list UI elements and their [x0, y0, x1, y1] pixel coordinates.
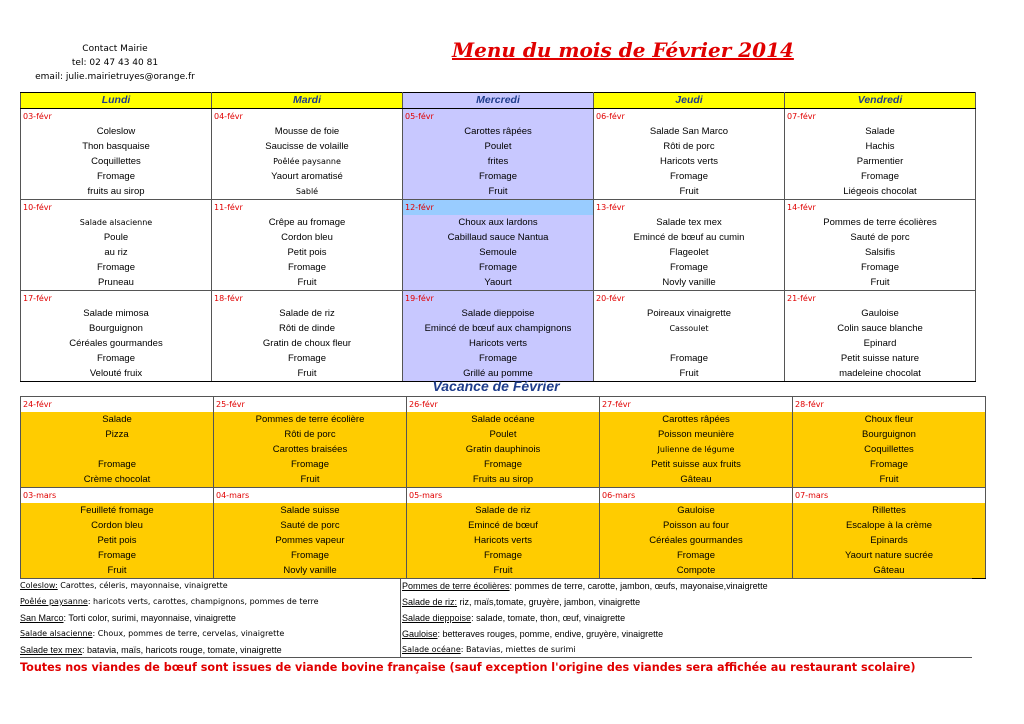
menu-table-vacance	[20, 396, 986, 579]
date-row	[21, 291, 976, 307]
day-header-0: Lundi	[21, 93, 212, 109]
menu-item-cell: Pommes de terre écolière	[214, 412, 407, 427]
menu-item-cell: Gauloise	[785, 306, 976, 321]
menu-item-cell: Fromage	[407, 548, 600, 563]
menu-item-cell: Fruit	[212, 366, 403, 382]
legend-right	[402, 578, 972, 658]
menu-item-cell: Salade	[21, 412, 214, 427]
legend-text: : betteraves rouges, pomme, endive, gruyère, vinaigrette	[437, 629, 664, 639]
menu-item-cell	[21, 442, 214, 457]
legend-left	[20, 578, 401, 658]
menu-item-cell: Bourguignon	[21, 321, 212, 336]
menu-item-cell: Salade de riz	[407, 503, 600, 518]
menu-item-cell: Pommes vapeur	[214, 533, 407, 548]
menu-item-cell: Flageolet	[594, 245, 785, 260]
legend-entry	[20, 626, 400, 642]
menu-item-cell: Céréales gourmandes	[600, 533, 793, 548]
menu-item-cell: Velouté fruix	[21, 366, 212, 382]
menu-item-cell: Cordon bleu	[21, 518, 214, 533]
menu-table-february	[20, 92, 976, 382]
day-header-1: Mardi	[212, 93, 403, 109]
menu-item-cell: Cabillaud sauce Nantua	[403, 230, 594, 245]
legend-text: : Choux, pommes de terre, cervelas, vinaigrette	[92, 629, 285, 638]
page-title: Menu du mois de Février 2014	[452, 38, 794, 62]
menu-item-cell: Cordon bleu	[212, 230, 403, 245]
date-cell: 17-févr	[21, 291, 212, 307]
date-cell: 05-mars	[407, 488, 600, 504]
menu-row	[21, 321, 976, 336]
menu-item-cell: Salade tex mex	[594, 215, 785, 230]
menu-item-cell: Fromage	[594, 260, 785, 275]
legend-text: riz, maïs,tomate, gruyère, jambon, vinaigrette	[457, 597, 641, 607]
menu-item-cell: Pizza	[21, 427, 214, 442]
menu-row	[21, 215, 976, 230]
legend-key: Pommes de terre écolières	[402, 581, 510, 591]
menu-item-cell: Cassoulet	[594, 321, 785, 336]
menu-item-cell: Hachis	[785, 139, 976, 154]
menu-item-cell: Petit suisse nature	[785, 351, 976, 366]
menu-item-cell: Fromage	[600, 548, 793, 563]
menu-item-cell: Parmentier	[785, 154, 976, 169]
menu-row	[21, 427, 986, 442]
menu-item-cell: Grillé au pomme	[403, 366, 594, 382]
date-row	[21, 488, 986, 504]
menu-item-cell: Gratin dauphinois	[407, 442, 600, 457]
menu-item-cell: Fromage	[594, 351, 785, 366]
menu-item-cell: Fromage	[214, 548, 407, 563]
menu-item-cell: Saucisse de volaille	[212, 139, 403, 154]
menu-item-cell: Gâteau	[600, 472, 793, 488]
menu-item-cell: Pommes de terre écolières	[785, 215, 976, 230]
menu-row	[21, 169, 976, 184]
menu-item-cell: Colin sauce blanche	[785, 321, 976, 336]
menu-item-cell: Poule	[21, 230, 212, 245]
menu-item-cell: Fruit	[403, 184, 594, 200]
menu-item-cell: Emincé de bœuf aux champignons	[403, 321, 594, 336]
date-cell: 06-mars	[600, 488, 793, 504]
menu-item-cell: Pruneau	[21, 275, 212, 291]
menu-item-cell: Fromage	[21, 351, 212, 366]
menu-item-cell: Fromage	[407, 457, 600, 472]
menu-item-cell: Fromage	[21, 457, 214, 472]
menu-item-cell: Salade suisse	[214, 503, 407, 518]
menu-row	[21, 275, 976, 291]
legend-entry	[402, 594, 972, 610]
day-header-4: Vendredi	[785, 93, 976, 109]
menu-item-cell: Salade océane	[407, 412, 600, 427]
legend-key: Coleslow:	[20, 581, 58, 590]
vacance-title: Vacance de Février	[432, 378, 560, 394]
menu-item-cell: Crêpe au fromage	[212, 215, 403, 230]
menu-item-cell: Salade	[785, 124, 976, 139]
menu-item-cell: Liégeois chocolat	[785, 184, 976, 200]
legend-key: Poêlée paysanne	[20, 597, 88, 606]
menu-item-cell: Haricots verts	[403, 336, 594, 351]
date-cell: 18-févr	[212, 291, 403, 307]
legend-key: Salade de riz:	[402, 597, 458, 607]
legend-key: Salade tex mex	[20, 645, 83, 655]
menu-item-cell: Poêlée paysanne	[212, 154, 403, 169]
date-cell: 13-févr	[594, 200, 785, 216]
menu-item-cell: Rôti de porc	[214, 427, 407, 442]
date-cell: 10-févr	[21, 200, 212, 216]
menu-item-cell: fruits au sirop	[21, 184, 212, 200]
menu-item-cell: Coquillettes	[21, 154, 212, 169]
menu-row	[21, 351, 976, 366]
date-cell: 11-févr	[212, 200, 403, 216]
legend-text: : pommes de terre, carotte, jambon, œufs, mayonaise,vinaigrette	[509, 581, 768, 591]
menu-item-cell: Gratin de choux fleur	[212, 336, 403, 351]
date-cell: 21-févr	[785, 291, 976, 307]
menu-item-cell: Salsifis	[785, 245, 976, 260]
menu-item-cell: Fruit	[214, 472, 407, 488]
menu-item-cell: Sablé	[212, 184, 403, 200]
menu-row	[21, 548, 986, 563]
menu-item-cell: Compote	[600, 563, 793, 579]
menu-item-cell: Rôti de porc	[594, 139, 785, 154]
menu-item-cell: Poisson meunière	[600, 427, 793, 442]
menu-item-cell: Fromage	[21, 169, 212, 184]
menu-item-cell: au riz	[21, 245, 212, 260]
menu-item-cell: Poisson au four	[600, 518, 793, 533]
menu-row	[21, 563, 986, 579]
legend-entry	[20, 610, 400, 626]
menu-row	[21, 139, 976, 154]
menu-item-cell: Salade dieppoise	[403, 306, 594, 321]
menu-row	[21, 503, 986, 518]
legend-entry	[402, 578, 972, 594]
menu-item-cell: Fromage	[214, 457, 407, 472]
menu-row	[21, 442, 986, 457]
menu-item-cell: Carottes râpées	[600, 412, 793, 427]
menu-item-cell: Coleslow	[21, 124, 212, 139]
date-cell: 04-mars	[214, 488, 407, 504]
menu-item-cell: Poireaux vinaigrette	[594, 306, 785, 321]
menu-item-cell: Gauloise	[600, 503, 793, 518]
date-cell: 26-févr	[407, 397, 600, 413]
date-cell: 25-févr	[214, 397, 407, 413]
legend-entry	[402, 642, 972, 658]
legend-key: Gauloise	[402, 629, 438, 639]
footer-note: Toutes nos viandes de bœuf sont issues de viande bovine française (sauf exception l'origine des viandes sera affichée au restaurant scolaire)	[20, 661, 916, 674]
menu-item-cell: Fruit	[21, 563, 214, 579]
legend-entry	[20, 642, 400, 658]
menu-item-cell: Fromage	[403, 351, 594, 366]
legend-entry	[402, 626, 972, 642]
legend-entry	[20, 594, 400, 610]
menu-item-cell: Petit suisse aux fruits	[600, 457, 793, 472]
date-row	[21, 200, 976, 216]
contact-tel: tel: 02 47 43 40 81	[71, 58, 159, 68]
legend-entry	[20, 578, 400, 594]
menu-item-cell: Petit pois	[21, 533, 214, 548]
date-cell: 07-mars	[793, 488, 986, 504]
date-row	[21, 109, 976, 125]
legend-text: : Torti color, surimi, mayonnaise, vinaigrette	[63, 613, 236, 623]
menu-item-cell: Fromage	[212, 351, 403, 366]
menu-item-cell: Salade San Marco	[594, 124, 785, 139]
menu-item-cell: Novly vanille	[594, 275, 785, 291]
menu-item-cell: Haricots verts	[407, 533, 600, 548]
menu-item-cell: Semoule	[403, 245, 594, 260]
contact-block	[20, 42, 210, 84]
contact-email: email: julie.mairietruyes@orange.fr	[35, 72, 195, 82]
menu-item-cell: frites	[403, 154, 594, 169]
menu-item-cell	[594, 336, 785, 351]
date-cell: 05-févr	[403, 109, 594, 125]
menu-item-cell: Fromage	[403, 169, 594, 184]
menu-item-cell: Céréales gourmandes	[21, 336, 212, 351]
menu-item-cell: Fromage	[403, 260, 594, 275]
date-cell: 07-févr	[785, 109, 976, 125]
legend-text: : haricots verts, carottes, champignons, pommes de terre	[87, 597, 319, 606]
legend-key: San Marco	[20, 613, 64, 623]
menu-item-cell: Fruit	[793, 472, 986, 488]
menu-item-cell: Fruit	[785, 275, 976, 291]
menu-item-cell: Salade mimosa	[21, 306, 212, 321]
menu-item-cell: Rillettes	[793, 503, 986, 518]
menu-row	[21, 472, 986, 488]
menu-item-cell: Fromage	[21, 260, 212, 275]
menu-item-cell: Bourguignon	[793, 427, 986, 442]
legend-text: Carottes, céleris, mayonnaise, vinaigrette	[57, 581, 228, 590]
contact-label: Contact Mairie	[82, 44, 148, 54]
menu-item-cell: Salade de riz	[212, 306, 403, 321]
menu-item-cell: Haricots verts	[594, 154, 785, 169]
menu-item-cell: Fruit	[407, 563, 600, 579]
menu-item-cell: Sauté de porc	[214, 518, 407, 533]
day-header-2: Mercredi	[403, 93, 594, 109]
menu-item-cell: Fromage	[21, 548, 214, 563]
menu-item-cell: Rôti de dinde	[212, 321, 403, 336]
menu-item-cell: madeleine chocolat	[785, 366, 976, 382]
menu-item-cell: Epinard	[785, 336, 976, 351]
date-cell: 24-févr	[21, 397, 214, 413]
date-cell: 20-févr	[594, 291, 785, 307]
date-cell: 12-févr	[403, 200, 594, 216]
menu-row	[21, 533, 986, 548]
menu-row	[21, 518, 986, 533]
menu-item-cell: Salade alsacienne	[21, 215, 212, 230]
day-header-row	[21, 93, 976, 109]
menu-item-cell: Carottes braisées	[214, 442, 407, 457]
date-cell: 04-févr	[212, 109, 403, 125]
day-header-3: Jeudi	[594, 93, 785, 109]
menu-item-cell: Choux aux lardons	[403, 215, 594, 230]
legend-key: Salade dieppoise	[402, 613, 472, 623]
menu-item-cell: Fromage	[793, 457, 986, 472]
menu-item-cell: Epinards	[793, 533, 986, 548]
legend-entry	[402, 610, 972, 626]
menu-row	[21, 124, 976, 139]
menu-item-cell: Fromage	[785, 260, 976, 275]
menu-item-cell: Mousse de foie	[212, 124, 403, 139]
menu-item-cell: Petit pois	[212, 245, 403, 260]
menu-item-cell: Sauté de porc	[785, 230, 976, 245]
menu-item-cell: Julienne de légume	[600, 442, 793, 457]
menu-item-cell: Fruit	[594, 184, 785, 200]
menu-row	[21, 184, 976, 200]
menu-item-cell: Emincé de bœuf	[407, 518, 600, 533]
menu-item-cell: Fruits au sirop	[407, 472, 600, 488]
date-cell: 14-févr	[785, 200, 976, 216]
menu-item-cell: Escalope à la crème	[793, 518, 986, 533]
menu-item-cell: Poulet	[407, 427, 600, 442]
menu-row	[21, 457, 986, 472]
date-row	[21, 397, 986, 413]
menu-item-cell: Fruit	[594, 366, 785, 382]
menu-row	[21, 412, 986, 427]
menu-item-cell: Fromage	[212, 260, 403, 275]
date-cell: 06-févr	[594, 109, 785, 125]
legend-text: : batavia, maïs, haricots rouge, tomate, vinaigrette	[82, 645, 282, 655]
menu-item-cell: Novly vanille	[214, 563, 407, 579]
menu-row	[21, 154, 976, 169]
menu-item-cell: Choux fleur	[793, 412, 986, 427]
menu-item-cell: Poulet	[403, 139, 594, 154]
menu-item-cell: Yaourt aromatisé	[212, 169, 403, 184]
legend-text: : salade, tomate, thon, œuf, vinaigrette	[471, 613, 626, 623]
date-cell: 03-mars	[21, 488, 214, 504]
legend-text: : Batavias, miettes de surimi	[460, 645, 576, 654]
menu-row	[21, 306, 976, 321]
menu-item-cell: Thon basquaise	[21, 139, 212, 154]
menu-item-cell: Fromage	[594, 169, 785, 184]
date-cell: 03-févr	[21, 109, 212, 125]
menu-item-cell: Emincé de bœuf au cumin	[594, 230, 785, 245]
date-cell: 27-févr	[600, 397, 793, 413]
menu-item-cell: Fruit	[212, 275, 403, 291]
menu-row	[21, 245, 976, 260]
menu-row	[21, 260, 976, 275]
legend-key: Salade alsacienne	[20, 629, 93, 638]
menu-row	[21, 230, 976, 245]
menu-item-cell: Yaourt	[403, 275, 594, 291]
date-cell: 28-févr	[793, 397, 986, 413]
menu-item-cell: Crème chocolat	[21, 472, 214, 488]
menu-row	[21, 336, 976, 351]
menu-item-cell: Coquillettes	[793, 442, 986, 457]
legend-key: Salade océane	[402, 645, 461, 654]
menu-item-cell: Carottes râpées	[403, 124, 594, 139]
date-cell: 19-févr	[403, 291, 594, 307]
menu-item-cell: Yaourt nature sucrée	[793, 548, 986, 563]
menu-item-cell: Feuilleté fromage	[21, 503, 214, 518]
menu-item-cell: Gâteau	[793, 563, 986, 579]
menu-item-cell: Fromage	[785, 169, 976, 184]
